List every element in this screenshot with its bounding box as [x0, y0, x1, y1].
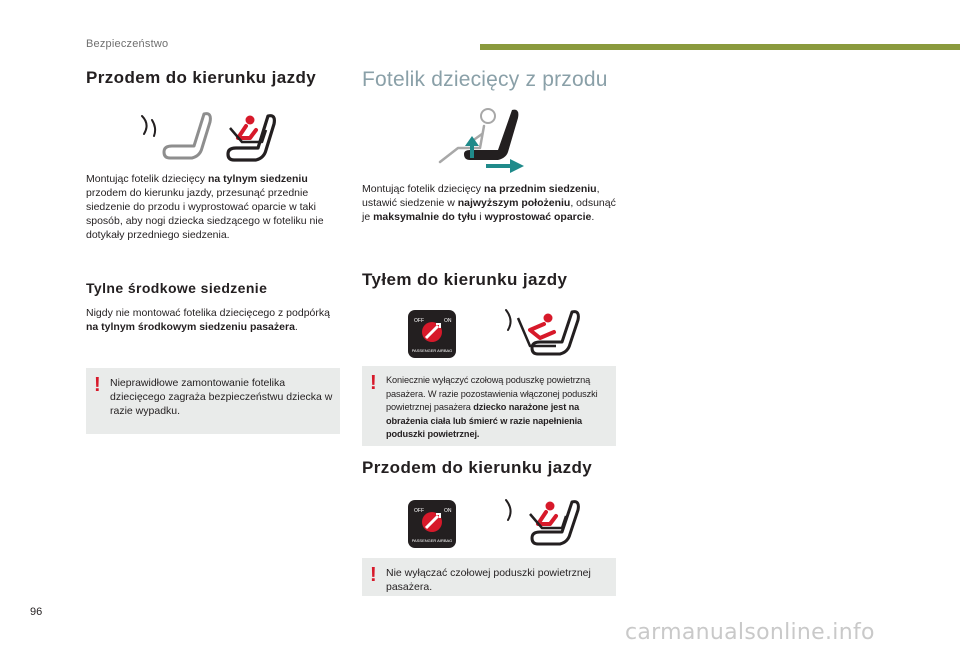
airbag-on-badge	[408, 500, 456, 548]
rear-forward-paragraph: Montując fotelik dziecięcy na tylnym siedzeniu przodem do kierunku jazdy, przesunąć przednie siedzenie do przodu i wyprostować oparcie w taki sposób, aby nogi dziecka siedzącego w foteliku nie dotykały przedniego siedzenia.	[86, 173, 324, 241]
section-header: Bezpieczeństwo	[86, 38, 169, 50]
heading-rearward: Tyłem do kierunku jazdy	[362, 270, 568, 289]
badge-on-label: ON	[444, 318, 452, 324]
airbag-off-badge	[408, 310, 456, 358]
front-seat-paragraph: Montując fotelik dziecięcy na przednim siedzeniu, ustawić siedzenie w najwyższym położeniu, odsunąć je maksymalnie do tyłu i wyprostować oparcie.	[362, 183, 616, 223]
rear-middle-paragraph: Nigdy nie montować fotelika dziecięcego z podpórką na tylnym środkowym siedzeniu pasażera.	[86, 307, 330, 333]
heading-forward-rear: Przodem do kierunku jazdy	[86, 68, 317, 87]
heading-rear-middle-seat: Tylne środkowe siedzenie	[86, 280, 268, 296]
badge-on-label: ON	[444, 508, 452, 514]
warning-icon: !	[370, 564, 377, 586]
watermark: carmanualsonline.info	[625, 620, 875, 645]
warning-text: Nieprawidłowe zamontowanie fotelika dziecięcego zagraża bezpieczeństwu dziecka w razie wypadku.	[110, 377, 333, 417]
heading-forward-front: Przodem do kierunku jazdy	[362, 458, 593, 477]
warning-box-forward	[362, 558, 616, 596]
heading-front-child-seat: Fotelik dziecięcy z przodu	[362, 68, 608, 91]
front-seat-adjust-illustration	[428, 104, 528, 174]
rearward-seat-illustration	[500, 306, 580, 358]
warning-icon: !	[94, 374, 101, 396]
page-number: 96	[30, 606, 43, 618]
airbag-on-icon	[408, 500, 456, 548]
badge-off-label: OFF	[414, 318, 424, 324]
badge-caption: PASSENGER AIRBAG	[411, 538, 453, 543]
badge-caption: PASSENGER AIRBAG	[411, 348, 453, 353]
warning-text: Koniecznie wyłączyć czołową poduszkę powietrzną pasażera. W razie pozostawienia włączonej poduszki powietrznej pasażera dziecko narażone jest na obrażenia ciała lub śmierć w razie napełnienia poduszki powietrznej.	[386, 375, 598, 439]
warning-box-rearward	[362, 366, 616, 446]
warning-icon: !	[370, 372, 377, 394]
rear-forward-seat-illustration	[138, 108, 278, 164]
warning-text: Nie wyłączać czołowej poduszki powietrznej pasażera.	[386, 567, 591, 593]
forward-front-seat-illustration	[500, 496, 580, 548]
badge-off-label: OFF	[414, 508, 424, 514]
warning-box-installation	[86, 368, 340, 434]
header-accent-bar	[480, 44, 960, 50]
airbag-off-icon	[408, 310, 456, 358]
